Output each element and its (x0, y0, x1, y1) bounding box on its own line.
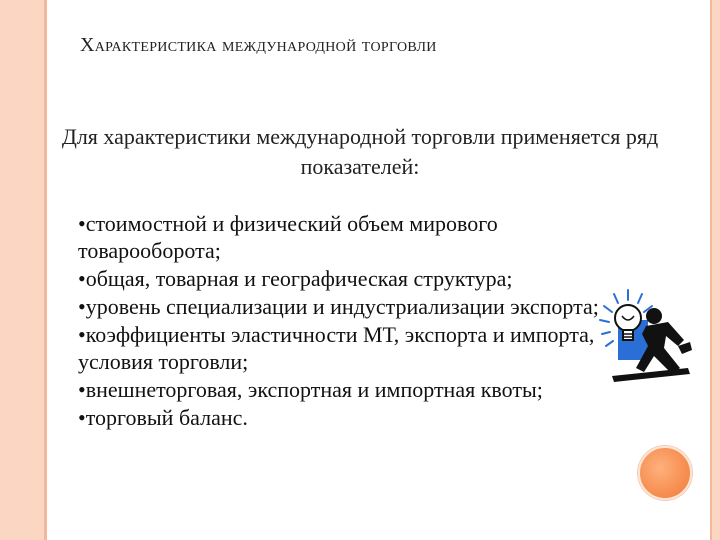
list-item: •уровень специализации и индустриализации экспорта; (78, 294, 599, 319)
left-frame-line (44, 0, 47, 540)
list-item: •стоимостной и физический объем мирового товарооборота; (78, 211, 498, 263)
right-frame-band (712, 0, 720, 540)
orange-circle-icon (638, 446, 692, 500)
slide-title: Характеристика международной торговли (80, 34, 437, 56)
list-item: •внешнеторговая, экспортная и импортная квоты; (78, 377, 543, 402)
list-item: •торговый баланс. (78, 405, 248, 430)
list-item: •коэффициенты эластичности МТ, экспорта и импорта, условия торговли; (78, 322, 595, 374)
lightbulb-thinker-icon (592, 284, 696, 386)
left-frame-band (0, 0, 44, 540)
indicator-list (78, 210, 638, 432)
list-item: •общая, товарная и географическая структура; (78, 266, 513, 291)
slide-intro: Для характеристики международной торговли применяется ряд показателей: (61, 124, 659, 179)
